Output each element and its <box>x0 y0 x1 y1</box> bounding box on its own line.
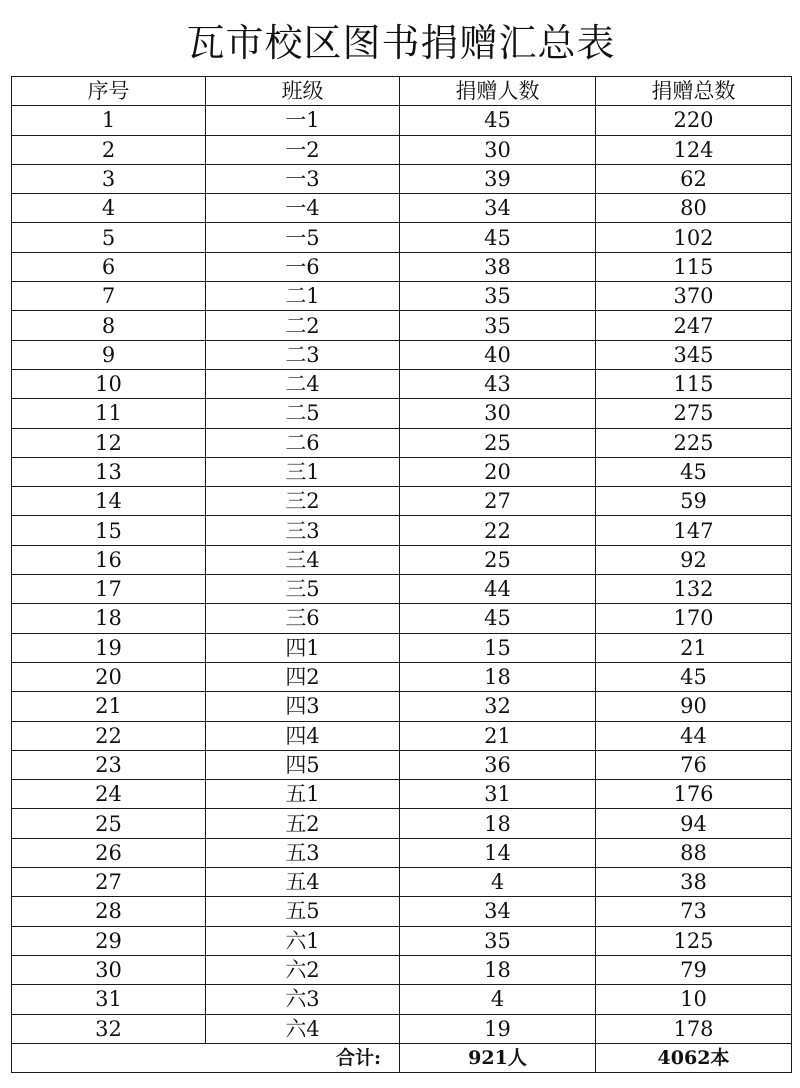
table-row <box>12 868 792 897</box>
cell-class: 三5 <box>206 575 400 604</box>
cell-class: 一1 <box>206 106 400 135</box>
table-row <box>12 399 792 428</box>
cell-book-total: 345 <box>596 340 792 369</box>
cell-donor-count: 25 <box>400 545 596 574</box>
cell-book-total: 115 <box>596 252 792 281</box>
donation-summary-sheet <box>11 10 791 1073</box>
cell-donor-count: 19 <box>400 1014 596 1043</box>
cell-class: 一4 <box>206 194 400 223</box>
cell-class: 六1 <box>206 926 400 955</box>
cell-book-total: 38 <box>596 868 792 897</box>
table-row <box>12 135 792 164</box>
table-row <box>12 516 792 545</box>
cell-book-total: 170 <box>596 604 792 633</box>
cell-donor-count: 20 <box>400 457 596 486</box>
cell-donor-count: 45 <box>400 223 596 252</box>
cell-serial-no: 8 <box>12 311 206 340</box>
cell-book-total: 132 <box>596 575 792 604</box>
cell-serial-no: 32 <box>12 1014 206 1043</box>
cell-book-total: 21 <box>596 633 792 662</box>
cell-book-total: 124 <box>596 135 792 164</box>
cell-book-total: 178 <box>596 1014 792 1043</box>
cell-serial-no: 25 <box>12 809 206 838</box>
cell-donor-count: 39 <box>400 164 596 193</box>
cell-serial-no: 21 <box>12 692 206 721</box>
sheet-title: 瓦市校区图书捐赠汇总表 <box>186 21 616 65</box>
header-donor-count: 捐赠人数 <box>400 77 596 106</box>
cell-book-total: 147 <box>596 516 792 545</box>
cell-class: 六3 <box>206 985 400 1014</box>
cell-donor-count: 45 <box>400 604 596 633</box>
cell-donor-count: 43 <box>400 369 596 398</box>
table-row <box>12 780 792 809</box>
cell-serial-no: 29 <box>12 926 206 955</box>
cell-book-total: 92 <box>596 545 792 574</box>
table-row <box>12 194 792 223</box>
cell-donor-count: 14 <box>400 838 596 867</box>
cell-donor-count: 35 <box>400 311 596 340</box>
cell-serial-no: 9 <box>12 340 206 369</box>
table-row <box>12 487 792 516</box>
table-row <box>12 282 792 311</box>
cell-book-total: 88 <box>596 838 792 867</box>
cell-class: 四5 <box>206 750 400 779</box>
cell-serial-no: 24 <box>12 780 206 809</box>
cell-serial-no: 30 <box>12 955 206 984</box>
cell-class: 四4 <box>206 721 400 750</box>
cell-class: 三6 <box>206 604 400 633</box>
cell-book-total: 73 <box>596 897 792 926</box>
cell-serial-no: 17 <box>12 575 206 604</box>
cell-class: 四1 <box>206 633 400 662</box>
cell-class: 三3 <box>206 516 400 545</box>
cell-donor-count: 35 <box>400 926 596 955</box>
header-book-total: 捐赠总数 <box>596 77 792 106</box>
cell-book-total: 225 <box>596 428 792 457</box>
cell-book-total: 370 <box>596 282 792 311</box>
cell-serial-no: 7 <box>12 282 206 311</box>
cell-donor-count: 34 <box>400 194 596 223</box>
cell-class: 二2 <box>206 311 400 340</box>
cell-book-total: 115 <box>596 369 792 398</box>
cell-book-total: 102 <box>596 223 792 252</box>
cell-serial-no: 3 <box>12 164 206 193</box>
cell-donor-count: 36 <box>400 750 596 779</box>
cell-class: 一3 <box>206 164 400 193</box>
cell-class: 三1 <box>206 457 400 486</box>
cell-class: 六2 <box>206 955 400 984</box>
cell-class: 一6 <box>206 252 400 281</box>
cell-book-total: 176 <box>596 780 792 809</box>
cell-serial-no: 28 <box>12 897 206 926</box>
total-blank-cell <box>12 1043 206 1072</box>
table-body <box>12 106 792 1044</box>
donation-table <box>11 76 792 1073</box>
cell-donor-count: 30 <box>400 399 596 428</box>
cell-donor-count: 30 <box>400 135 596 164</box>
table-row <box>12 340 792 369</box>
table-row <box>12 311 792 340</box>
header-class: 班级 <box>206 77 400 106</box>
cell-serial-no: 16 <box>12 545 206 574</box>
table-row <box>12 926 792 955</box>
table-row <box>12 604 792 633</box>
total-donor-count: 921人 <box>400 1043 596 1072</box>
cell-book-total: 80 <box>596 194 792 223</box>
cell-serial-no: 4 <box>12 194 206 223</box>
cell-book-total: 44 <box>596 721 792 750</box>
cell-book-total: 76 <box>596 750 792 779</box>
table-row <box>12 750 792 779</box>
table-row <box>12 809 792 838</box>
table-row <box>12 692 792 721</box>
cell-donor-count: 34 <box>400 897 596 926</box>
table-row <box>12 955 792 984</box>
table-row <box>12 721 792 750</box>
cell-donor-count: 38 <box>400 252 596 281</box>
header-row <box>12 77 792 106</box>
cell-book-total: 90 <box>596 692 792 721</box>
cell-donor-count: 35 <box>400 282 596 311</box>
cell-class: 四3 <box>206 692 400 721</box>
table-row <box>12 106 792 135</box>
table-row <box>12 164 792 193</box>
cell-class: 二5 <box>206 399 400 428</box>
cell-class: 六4 <box>206 1014 400 1043</box>
cell-class: 五4 <box>206 868 400 897</box>
cell-serial-no: 31 <box>12 985 206 1014</box>
cell-class: 五1 <box>206 780 400 809</box>
header-serial-no: 序号 <box>12 77 206 106</box>
cell-book-total: 275 <box>596 399 792 428</box>
cell-serial-no: 11 <box>12 399 206 428</box>
cell-serial-no: 22 <box>12 721 206 750</box>
cell-book-total: 10 <box>596 985 792 1014</box>
cell-serial-no: 2 <box>12 135 206 164</box>
cell-class: 三4 <box>206 545 400 574</box>
cell-book-total: 62 <box>596 164 792 193</box>
total-label: 合计: <box>206 1043 400 1072</box>
cell-book-total: 247 <box>596 311 792 340</box>
total-book-count: 4062本 <box>596 1043 792 1072</box>
cell-book-total: 59 <box>596 487 792 516</box>
cell-class: 三2 <box>206 487 400 516</box>
cell-serial-no: 10 <box>12 369 206 398</box>
cell-book-total: 45 <box>596 662 792 691</box>
cell-class: 五2 <box>206 809 400 838</box>
table-row <box>12 1014 792 1043</box>
cell-book-total: 45 <box>596 457 792 486</box>
table-row <box>12 369 792 398</box>
cell-serial-no: 14 <box>12 487 206 516</box>
cell-serial-no: 26 <box>12 838 206 867</box>
cell-donor-count: 18 <box>400 809 596 838</box>
cell-book-total: 125 <box>596 926 792 955</box>
table-row <box>12 545 792 574</box>
cell-donor-count: 27 <box>400 487 596 516</box>
table-row <box>12 985 792 1014</box>
cell-donor-count: 18 <box>400 662 596 691</box>
table-row <box>12 252 792 281</box>
cell-donor-count: 32 <box>400 692 596 721</box>
table-row <box>12 633 792 662</box>
cell-serial-no: 15 <box>12 516 206 545</box>
table-row <box>12 662 792 691</box>
cell-serial-no: 18 <box>12 604 206 633</box>
table-row <box>12 457 792 486</box>
cell-serial-no: 12 <box>12 428 206 457</box>
cell-serial-no: 5 <box>12 223 206 252</box>
cell-donor-count: 21 <box>400 721 596 750</box>
cell-class: 一2 <box>206 135 400 164</box>
cell-class: 二6 <box>206 428 400 457</box>
cell-serial-no: 23 <box>12 750 206 779</box>
cell-class: 二4 <box>206 369 400 398</box>
cell-class: 五5 <box>206 897 400 926</box>
cell-serial-no: 13 <box>12 457 206 486</box>
cell-book-total: 220 <box>596 106 792 135</box>
table-row <box>12 575 792 604</box>
cell-book-total: 79 <box>596 955 792 984</box>
cell-serial-no: 20 <box>12 662 206 691</box>
cell-serial-no: 27 <box>12 868 206 897</box>
cell-serial-no: 19 <box>12 633 206 662</box>
table-row <box>12 897 792 926</box>
cell-class: 五3 <box>206 838 400 867</box>
cell-serial-no: 6 <box>12 252 206 281</box>
cell-donor-count: 4 <box>400 985 596 1014</box>
cell-donor-count: 40 <box>400 340 596 369</box>
table-row <box>12 838 792 867</box>
cell-serial-no: 1 <box>12 106 206 135</box>
cell-donor-count: 22 <box>400 516 596 545</box>
cell-book-total: 94 <box>596 809 792 838</box>
cell-class: 四2 <box>206 662 400 691</box>
cell-donor-count: 31 <box>400 780 596 809</box>
cell-class: 二3 <box>206 340 400 369</box>
cell-class: 二1 <box>206 282 400 311</box>
total-row <box>12 1043 792 1072</box>
cell-donor-count: 18 <box>400 955 596 984</box>
cell-donor-count: 44 <box>400 575 596 604</box>
cell-class: 一5 <box>206 223 400 252</box>
cell-donor-count: 15 <box>400 633 596 662</box>
cell-donor-count: 45 <box>400 106 596 135</box>
table-row <box>12 428 792 457</box>
cell-donor-count: 4 <box>400 868 596 897</box>
cell-donor-count: 25 <box>400 428 596 457</box>
table-row <box>12 223 792 252</box>
